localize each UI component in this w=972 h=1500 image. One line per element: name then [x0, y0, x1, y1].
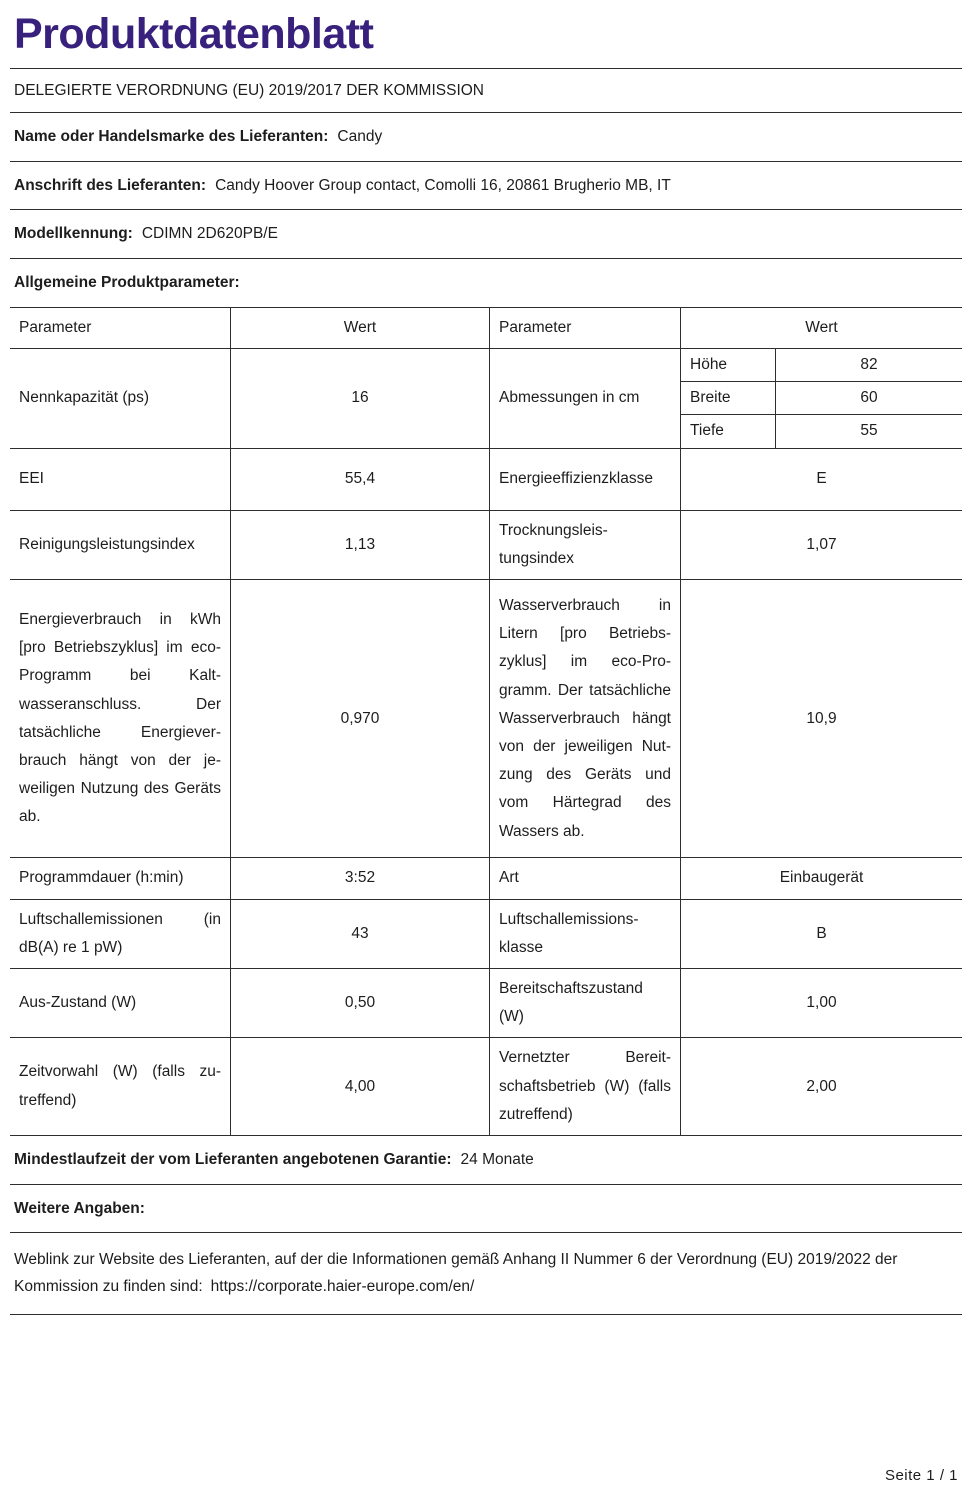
- page-title: Produktdatenblatt: [14, 10, 374, 58]
- param-luftschallemissionen: Luftschallemissionen (in dB(A) re 1 pW): [19, 910, 221, 956]
- table-row-cleaning-drying: [10, 511, 962, 580]
- table-row-duration-type: [10, 858, 962, 899]
- table-cell: [10, 349, 231, 448]
- value-nennkapazitaet: 16: [231, 349, 490, 448]
- supplier-name-value: Candy: [337, 128, 383, 145]
- param-abmessungen: Abmessungen in cm: [499, 389, 640, 407]
- value-luftschallemissionsklasse: B: [816, 924, 827, 942]
- dim-hoehe-label: Höhe: [681, 349, 776, 381]
- table-cell: [490, 969, 681, 1037]
- table-row-eei: [10, 449, 962, 511]
- general-parameters-row: [10, 259, 962, 308]
- col-header-parameter-left: Parameter: [19, 318, 92, 336]
- param-energieeffizienzklasse: Energieeffizienzklasse: [499, 470, 653, 488]
- dim-tiefe-value: 55: [860, 422, 878, 440]
- param-trocknungsleistungsindex: Trocknungsleistungsindex: [499, 521, 608, 568]
- param-programmdauer: Programmdauer (h:min): [19, 869, 184, 887]
- weblink-row: [10, 1233, 962, 1314]
- param-energieverbrauch: Energieverbrauch in kWh [pro Betriebszyklus] im eco-Programm bei Kaltwasseranschluss. Der tatsächliche Energieverbrauch hängt von der jeweiligen Nutzung des Geräts ab.: [19, 611, 221, 826]
- table-cell: [10, 449, 231, 510]
- table-row-noise: [10, 900, 962, 969]
- table-cell: [490, 1038, 681, 1135]
- dim-breite-label: Breite: [681, 382, 776, 414]
- table-cell: [490, 580, 681, 857]
- dimensions-subtable: [681, 349, 962, 448]
- general-parameters-label: Allgemeine Produktparameter:: [14, 274, 240, 292]
- page-number: Seite 1 / 1: [884, 1467, 958, 1484]
- param-wasserverbrauch: Wasserverbrauch in Litern [pro Betriebszyklus] im eco-Programm. Der tatsächliche Wasserverbrauch hängt von der jeweiligen Nutzung des Geräts und vom Härtegrad des Wassers ab.: [499, 596, 671, 840]
- table-cell: [681, 349, 962, 448]
- table-cell: [490, 858, 681, 898]
- supplier-weblink[interactable]: https://corporate.haier-europe.com/en/: [210, 1278, 475, 1296]
- value-energieeffizienzklasse: E: [816, 470, 827, 488]
- table-row-off-standby: [10, 969, 962, 1038]
- table-cell: [10, 511, 231, 579]
- value-reinigungsleistungsindex: 1,13: [231, 511, 490, 579]
- weblink-text: Weblink zur Website des Lieferanten, auf der die Informationen gemäß Anhang II Nummer 6 der Verordnung (EU) 2019/2022 der Kommission zu finden sind:: [14, 1251, 898, 1296]
- value-eei: 55,4: [231, 449, 490, 510]
- table-cell: [490, 900, 681, 968]
- dim-hoehe-value: 82: [860, 355, 878, 373]
- dimension-row-hoehe: [681, 349, 962, 382]
- table-cell: [10, 308, 231, 348]
- param-aus-zustand: Aus-Zustand (W): [19, 994, 137, 1012]
- table-row-delay-networked: [10, 1038, 962, 1136]
- more-info-label: Weitere Angaben:: [14, 1199, 145, 1217]
- value-zeitvorwahl: 4,00: [231, 1038, 490, 1135]
- model-identifier-row: [10, 210, 962, 259]
- value-programmdauer: 3:52: [231, 858, 490, 898]
- dimension-row-breite: [681, 382, 962, 415]
- param-vernetzter-bereitschaftsbetrieb: Vernetzter Bereitschaftsbetrieb (W) (falls zutreffend): [499, 1049, 671, 1123]
- table-row-capacity-dimensions: [10, 349, 962, 449]
- col-header-parameter-right: Parameter: [499, 318, 572, 336]
- table-cell: [490, 308, 681, 348]
- guarantee-row: [10, 1136, 962, 1185]
- supplier-name-row: [10, 113, 962, 162]
- value-trocknungsleistungsindex: 1,07: [806, 536, 837, 554]
- table-cell: [10, 858, 231, 898]
- dim-breite-value: 60: [860, 388, 878, 406]
- table-cell: [10, 1038, 231, 1135]
- table-cell: [490, 449, 681, 510]
- param-zeitvorwahl: Zeitvorwahl (W) (falls zutreffend): [19, 1063, 221, 1109]
- param-luftschallemissionsklasse: Luftschallemissionsklasse: [499, 910, 639, 956]
- table-cell: [10, 969, 231, 1037]
- model-identifier-label: Modellkennung:: [14, 225, 133, 243]
- more-info-row: [10, 1185, 962, 1234]
- regulation-subtitle: DELEGIERTE VERORDNUNG (EU) 2019/2017 DER KOMMISSION: [14, 82, 485, 99]
- value-vernetzter-bereitschaftsbetrieb: 2,00: [806, 1077, 837, 1095]
- col-header-wert-right: Wert: [805, 318, 838, 336]
- value-bereitschaftszustand: 1,00: [806, 994, 837, 1012]
- supplier-name-label: Name oder Handelsmarke des Lieferanten:: [14, 128, 329, 145]
- param-eei: EEI: [19, 470, 44, 488]
- table-cell: [10, 580, 231, 857]
- value-energieverbrauch: 0,970: [231, 580, 490, 857]
- title-row: [10, 6, 962, 69]
- table-cell: [490, 511, 681, 579]
- param-bereitschaftszustand: Bereitschaftszustand (W): [499, 979, 643, 1026]
- value-luftschallemissionen: 43: [231, 900, 490, 968]
- product-parameters-table: [10, 308, 962, 1136]
- supplier-address-row: [10, 162, 962, 211]
- table-cell: [10, 900, 231, 968]
- col-header-wert-left: Wert: [231, 308, 490, 348]
- table-header-row: [10, 308, 962, 349]
- guarantee-value: 24 Monate: [460, 1150, 534, 1168]
- regulation-subtitle-row: [10, 69, 962, 113]
- supplier-address-label: Anschrift des Lieferanten:: [14, 176, 207, 194]
- supplier-address-value: Candy Hoover Group contact, Comolli 16, 20861 Brugherio MB, IT: [215, 176, 671, 194]
- value-art: Einbaugerät: [779, 869, 864, 887]
- param-nennkapazitaet: Nennkapazität (ps): [19, 389, 150, 407]
- dim-tiefe-label: Tiefe: [681, 415, 776, 448]
- guarantee-label: Mindestlaufzeit der vom Lieferanten angebotenen Garantie:: [14, 1150, 452, 1168]
- table-cell: [490, 349, 681, 448]
- dimension-row-tiefe: [681, 415, 962, 448]
- value-aus-zustand: 0,50: [231, 969, 490, 1037]
- table-row-energy-water: [10, 580, 962, 858]
- model-identifier-value: CDIMN 2D620PB/E: [141, 225, 278, 243]
- value-wasserverbrauch: 10,9: [806, 709, 837, 727]
- param-reinigungsleistungsindex: Reinigungsleistungsindex: [19, 536, 195, 554]
- param-art: Art: [499, 869, 519, 887]
